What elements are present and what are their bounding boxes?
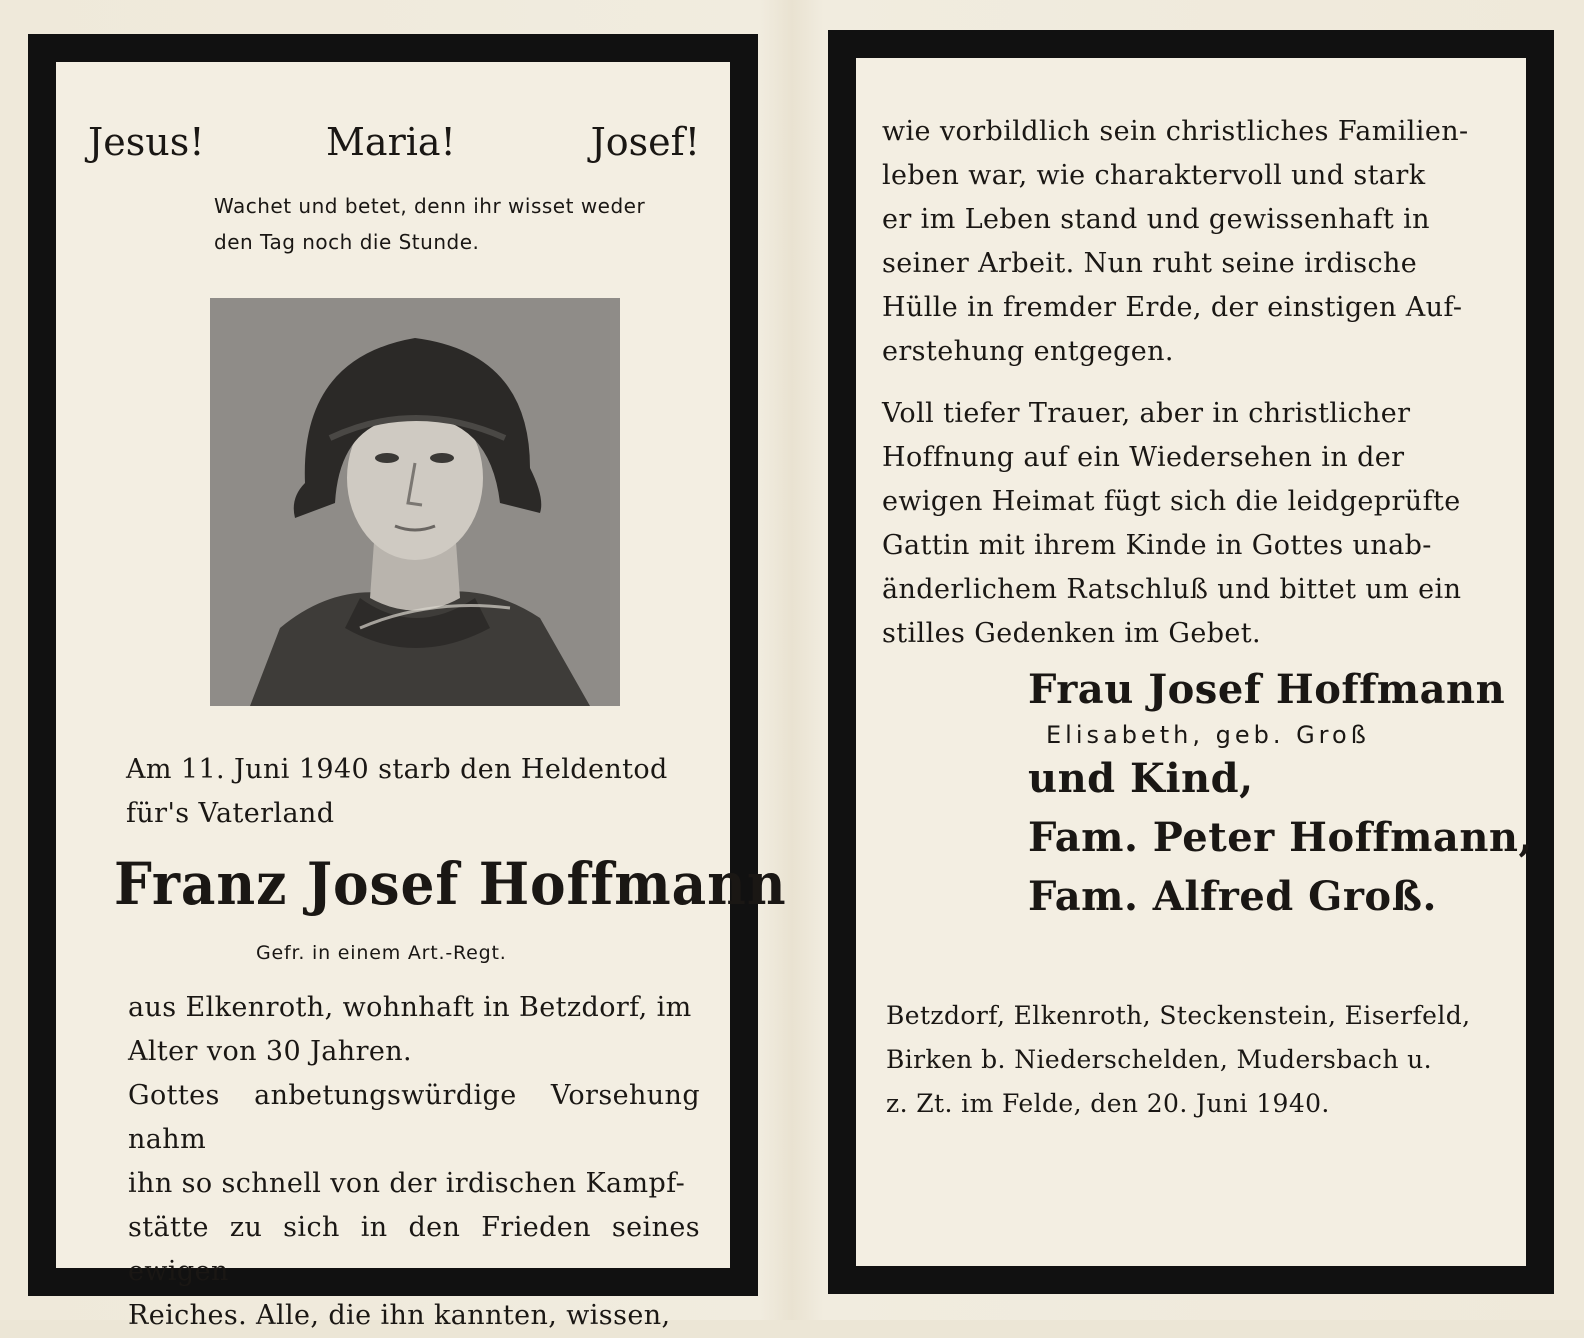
mourning-line: änderlichem Ratschluß und bittet um ein bbox=[882, 574, 1462, 605]
mourner-widow: Frau Josef Hoffmann bbox=[1028, 666, 1506, 713]
right-panel-border bbox=[828, 30, 1554, 1294]
verse-line: den Tag noch die Stunde. bbox=[214, 230, 480, 254]
tribute-line: seiner Arbeit. Nun ruht seine irdische bbox=[882, 248, 1418, 279]
mourning-line: ewigen Heimat fügt sich die leidgeprüfte bbox=[882, 486, 1461, 517]
biography-line: Reiches. Alle, die ihn kannten, wissen, bbox=[128, 1300, 671, 1331]
death-announcement bbox=[126, 748, 700, 836]
invocation-maria: Maria! bbox=[326, 120, 456, 164]
invocation-jesus: Jesus! bbox=[88, 120, 205, 164]
invocation-josef: Josef! bbox=[590, 120, 700, 164]
biography-line: ihn so schnell von der irdischen Kampf- bbox=[128, 1168, 686, 1199]
deceased-name: Franz Josef Hoffmann bbox=[114, 850, 787, 918]
invocation-row bbox=[86, 120, 700, 170]
tribute-line: Hülle in fremder Erde, der einstigen Auf- bbox=[882, 292, 1463, 323]
place-line: Betzdorf, Elkenroth, Steckenstein, Eiserfeld, bbox=[886, 1001, 1471, 1030]
right-panel bbox=[856, 58, 1533, 1266]
tribute-line: wie vorbildlich sein christliches Familien- bbox=[882, 116, 1469, 147]
biography-line: stätte zu sich in den Frieden seines ewigen bbox=[128, 1212, 700, 1287]
place-line: z. Zt. im Felde, den 20. Juni 1940. bbox=[886, 1089, 1330, 1118]
mourning-line: stilles Gedenken im Gebet. bbox=[882, 618, 1261, 649]
military-rank: Gefr. in einem Art.-Regt. bbox=[256, 942, 507, 964]
bible-verse bbox=[214, 188, 714, 260]
mourner-widow-maiden-name: Elisabeth, geb. Groß bbox=[1046, 721, 1370, 749]
tribute-line: erstehung entgegen. bbox=[882, 336, 1174, 367]
place-line: Birken b. Niederschelden, Mudersbach u. bbox=[886, 1045, 1433, 1074]
tribute-line: er im Leben stand und gewissenhaft in bbox=[882, 204, 1430, 235]
mourning-line: Hoffnung auf ein Wiedersehen in der bbox=[882, 442, 1405, 473]
mourning-line: Voll tiefer Trauer, aber in christlicher bbox=[882, 398, 1411, 429]
mourning-line: Gattin mit ihrem Kinde in Gottes unab- bbox=[882, 530, 1432, 561]
biography-line: Gottes anbetungswürdige Vorsehung nahm bbox=[128, 1080, 700, 1155]
soldier-portrait-photo bbox=[210, 298, 620, 706]
announcement-line: Am 11. Juni 1940 starb den Heldentod bbox=[126, 754, 668, 785]
mourning-paragraph bbox=[882, 392, 1484, 656]
left-panel bbox=[56, 62, 787, 1331]
announcement-line: für's Vaterland bbox=[126, 798, 335, 829]
biography-line: aus Elkenroth, wohnhaft in Betzdorf, im bbox=[128, 992, 692, 1023]
mourner-family-gross: Fam. Alfred Groß. bbox=[1028, 873, 1437, 920]
verse-line: Wachet und betet, denn ihr wisset weder bbox=[214, 194, 646, 218]
tribute-line: leben war, wie charaktervoll und stark bbox=[882, 160, 1426, 191]
mourners-list bbox=[1028, 666, 1533, 920]
left-panel-border bbox=[28, 34, 787, 1331]
biography-line: Alter von 30 Jahren. bbox=[128, 1036, 413, 1067]
tribute-paragraph bbox=[882, 110, 1484, 374]
place-date bbox=[886, 994, 1484, 1126]
mourner-family-hoffmann: Fam. Peter Hoffmann, bbox=[1028, 814, 1533, 861]
soldier-portrait-image bbox=[210, 298, 620, 706]
mourner-child: und Kind, bbox=[1028, 755, 1254, 802]
biography-paragraph bbox=[128, 986, 700, 1338]
